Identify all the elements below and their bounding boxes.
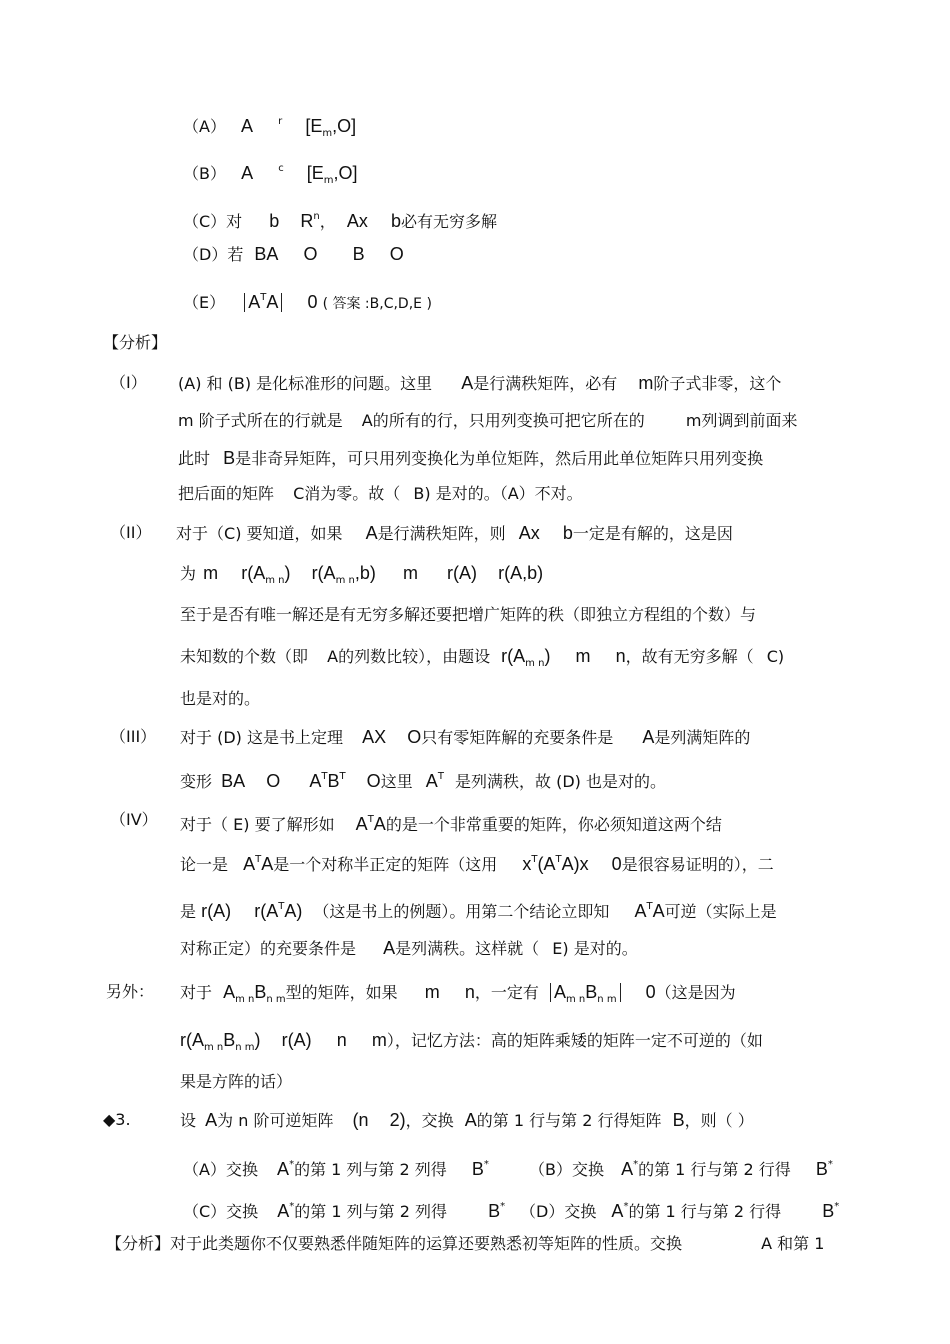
extra-line1: 对于 $A_{m n}B_{n m}$型的矩阵，如果 m n，一定有 $A_{m n}B_{n m}$ 0（这是因为 [180, 982, 736, 1005]
part-i-line1: (A) 和 (B) 是化标准形的问题。这里 A是行满秩矩阵，必有 m阶子式非零，这个 [178, 373, 782, 393]
part-i-line2: m 阶子式所在的行就是 A的所有的行，只用列变换可把它所在的 m列调到前面来 [178, 411, 798, 430]
part-ii-line2: 为 m $r(A_{m n})$ $r(A_{m n},b)$ m r(A) r(A,b) [180, 563, 544, 586]
part-i-line4: 把后面的矩阵 C消为零。故（ B) 是对的。（A）不对。 [178, 484, 583, 503]
part-iv-label: （IV） [110, 810, 158, 829]
analysis2: 【分析】对于此类题你不仅要熟悉伴随矩阵的运算还要熟悉初等矩阵的性质。交换 A 和第 1 [106, 1234, 825, 1253]
part-iv-line3: 是 r(A) $r(A^TA)$ （这是书上的例题）。用第二个结论立即知 $A^TA$可逆（实际上是 [180, 901, 777, 921]
option-d: （D）若 BA O B O [183, 244, 404, 264]
extra-line3: 果是方阵的话） [180, 1072, 293, 1091]
option-c-label: （C）对 [183, 212, 243, 231]
part-ii-line4: 未知数的个数（即 A的列数比较），由题设 $r(A_{m n})$ m n，故有无穷多解（ C) [180, 646, 785, 669]
determinant: $A^TA$ [244, 293, 282, 312]
part-iii-line1: 对于 (D) 这是书上定理 AX O只有零矩阵解的充要条件是 A是列满矩阵的 [180, 727, 751, 747]
part-iv-line4: 对称正定）的充要条件是 A是列满秩。这样就（ E) 是对的。 [180, 938, 638, 958]
option-c: （C）对 b $R^n$， Ax b必有无穷多解 [183, 211, 497, 231]
q3-option-a: （A）交换 A*的第 1 列与第 2 列得 B* [183, 1159, 489, 1179]
q3-option-b: （B）交换 A*的第 1 行与第 2 行得 B* [529, 1159, 833, 1179]
part-iii-label: （III） [110, 727, 157, 746]
option-b-label: （B） [183, 164, 226, 183]
part-ii-label: （II） [110, 523, 152, 542]
option-a: （A） A $^r$ $[E_m,O]$ [183, 116, 357, 139]
option-e-label: （E） [183, 293, 226, 312]
question3-stem: 设 A为 n 阶可逆矩阵 (n 2)，交换 A的第 1 行与第 2 行得矩阵 B，则（ ） [180, 1110, 754, 1130]
option-a-label: （A） [183, 117, 226, 136]
part-i-label: （I） [110, 373, 147, 392]
question3-marker: ◆3. [103, 1110, 131, 1129]
q3-option-d: （D）交换 A*的第 1 行与第 2 行得 B* [520, 1201, 840, 1221]
part-iv-line2: 论一是 $A^TA$是一个对称半正定的矩阵（这用 $x^T(A^TA)x$ 0是很容易证明的），二 [180, 854, 774, 874]
part-ii-line5: 也是对的。 [180, 689, 261, 708]
part-ii-line1: 对于（C) 要知道，如果 A是行满秩矩阵，则 Ax b一定是有解的，这是因 [176, 523, 733, 543]
q3-option-c: （C）交换 A*的第 1 列与第 2 列得 B* [183, 1201, 506, 1221]
extra-label: 另外： [106, 982, 155, 1001]
part-iv-line1: 对于（ E) 要了解形如 $A^TA$的是一个非常重要的矩阵，你必须知道这两个结 [180, 814, 722, 834]
option-b: （B） A $^c$ $[E_m,O]$ [183, 163, 358, 186]
part-i-line3: 此时 B是非奇异矩阵，可只用列变换化为单位矩阵，然后用此单位矩阵只用列变换 [178, 448, 764, 468]
analysis-header: 【分析】 [103, 333, 168, 352]
part-iii-line2: 变形 BA O $A^TB^T$ O这里 $A^T$ 是列满秩，故 (D) 也是对的。 [180, 771, 666, 791]
extra-line2: $r(A_{m n}B_{n m})$ r(A) n m），记忆方法：高的矩阵乘矮的矩阵一定不可逆的（如 [180, 1030, 763, 1053]
option-d-label: （D）若 [183, 245, 244, 264]
part-ii-line3: 至于是否有唯一解还是有无穷多解还要把增广矩阵的秩（即独立方程组的个数）与 [180, 605, 757, 624]
determinant: $A_{m n}B_{n m}$ [550, 983, 621, 1002]
option-e: （E） $A^TA$ 0 ( 答案 :B,C,D,E ) [183, 292, 432, 312]
